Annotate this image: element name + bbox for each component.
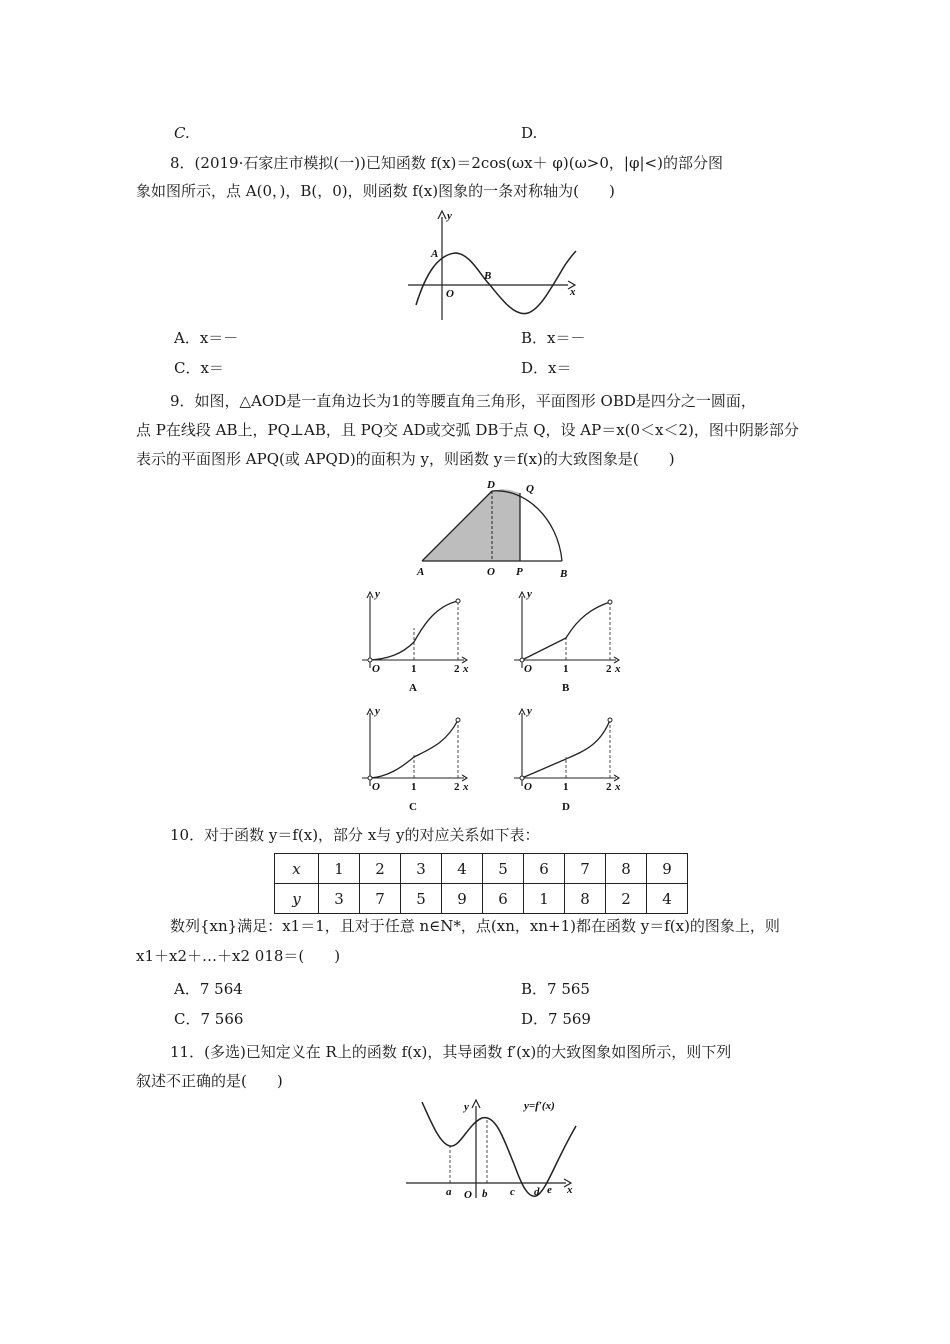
q9-shaded-region (422, 489, 520, 561)
graph-d-tick-2: 2 (606, 781, 612, 793)
graph-c-label-y: y (375, 705, 380, 717)
q8-option-d: D．x＝ (521, 359, 572, 377)
table-cell: 5 (401, 884, 442, 914)
q9-graph-c (358, 703, 478, 813)
q10-option-c: C．7 566 (174, 1010, 244, 1028)
q8-figure (400, 205, 590, 325)
table-cell: 7 (360, 884, 401, 914)
graph-c-tick-1: 1 (411, 781, 417, 793)
table-row-y (275, 884, 688, 914)
graph-b-label-y: y (527, 588, 532, 600)
table-cell: 1 (524, 884, 565, 914)
q7-option-d: D. (521, 124, 538, 142)
q8-stem-line1: 8．(2019·石家庄市模拟(一))已知函数 f(x)＝2cos(ωx＋ φ)(ω>0，|φ|<)的部分图 (170, 154, 723, 172)
graph-d-open-dot-end (608, 718, 612, 722)
table-cell: 9 (442, 884, 483, 914)
q11-derivative-figure (400, 1094, 585, 1206)
table-cell: 4 (647, 884, 688, 914)
graph-d-curve (522, 720, 610, 778)
table-row-x (275, 854, 688, 884)
table-cell: y (275, 884, 319, 914)
graph-a-label-y: y (375, 588, 380, 600)
q11-label-a: a (446, 1186, 452, 1198)
q9-label-q: Q (526, 483, 534, 495)
graph-c-curve (370, 720, 458, 778)
table-cell: 2 (360, 854, 401, 884)
q9-graph-b (510, 588, 630, 693)
graph-c-caption: C (409, 801, 417, 813)
q11-label-e: e (547, 1184, 552, 1196)
q8-option-b: B．x＝－ (521, 329, 586, 347)
q11-stem-line1: 11．(多选)已知定义在 R上的函数 f(x)，其导函数 f′(x)的大致图象如图所示，则下列 (170, 1043, 732, 1061)
q9-label-p: P (516, 566, 523, 578)
table-cell: 2 (606, 884, 647, 914)
table-cell: 3 (401, 854, 442, 884)
q7-option-c: C. (174, 124, 190, 142)
graph-b-caption: B (562, 682, 570, 694)
q11-label-d: d (534, 1186, 540, 1198)
q9-label-d: D (487, 479, 495, 491)
q8-label-o: O (446, 288, 454, 300)
graph-b-open-dot-end (608, 600, 612, 604)
q11-derivative-curve (422, 1102, 576, 1196)
table-cell: 6 (524, 854, 565, 884)
q10-option-b: B．7 565 (521, 980, 590, 998)
graph-c-tick-2: 2 (454, 781, 460, 793)
graph-a-open-dot-start (368, 658, 372, 662)
table-cell: 1 (319, 854, 360, 884)
q8-label-b: B (484, 270, 492, 282)
table-cell: 5 (483, 854, 524, 884)
q8-stem-line2: 象如图所示，点 A(0，)，B(，0)，则函数 f(x)图象的一条对称轴为( ) (136, 182, 615, 200)
q8-option-a: A．x＝－ (174, 329, 239, 347)
graph-d-label-x: x (615, 781, 621, 793)
graph-a-curve (370, 601, 458, 660)
q11-stem-line2: 叙述不正确的是( ) (136, 1072, 283, 1090)
q10-stem-line3: x1＋x2＋…＋x2 018＝( ) (136, 947, 341, 965)
table-cell: 3 (319, 884, 360, 914)
q8-option-c: C．x＝ (174, 359, 224, 377)
table-cell: 9 (647, 854, 688, 884)
q9-label-o: O (487, 566, 495, 578)
q10-stem-line1: 10．对于函数 y＝f(x)，部分 x与 y的对应关系如下表： (170, 826, 540, 844)
q9-stem-line1: 9．如图，△AOD是一直角边长为1的等腰直角三角形，平面图形 OBD是四分之一圆面， (170, 392, 756, 410)
graph-a-label-o: O (372, 663, 380, 675)
q11-label-y: y (464, 1101, 469, 1113)
q11-curve-title: y=f′(x) (524, 1100, 555, 1112)
q10-option-a: A．7 564 (174, 980, 243, 998)
q10-stem-line2: 数列{xn}满足：x1＝1，且对于任意 n∈N*，点(xn，xn+1)都在函数 y＝f(x)的图象上，则 (170, 917, 780, 935)
q9-label-b: B (560, 568, 568, 580)
graph-c-open-dot-start (368, 776, 372, 780)
graph-c-open-dot-end (456, 718, 460, 722)
graph-d-caption: D (562, 801, 570, 813)
table-cell: 7 (565, 854, 606, 884)
q9-label-a: A (417, 566, 425, 578)
q9-stem-line3: 表示的平面图形 APQ(或 APQD)的面积为 y，则函数 y＝f(x)的大致图象是( ) (136, 450, 675, 468)
q9-graph-d (510, 703, 630, 813)
graph-b-label-o: O (524, 663, 532, 675)
q8-label-y: y (447, 210, 452, 222)
graph-b-curve (522, 602, 610, 660)
table-cell: 8 (606, 854, 647, 884)
graph-a-label-x: x (463, 663, 469, 675)
graph-b-label-x: x (615, 663, 621, 675)
graph-b-tick-1: 1 (563, 663, 569, 675)
graph-c-label-x: x (463, 781, 469, 793)
graph-d-tick-1: 1 (563, 781, 569, 793)
q8-label-a: A (431, 248, 439, 260)
graph-a-tick-2: 2 (454, 663, 460, 675)
q10-value-table (274, 853, 688, 914)
graph-d-label-o: O (524, 781, 532, 793)
q11-label-c: c (510, 1186, 515, 1198)
q11-label-x: x (567, 1184, 573, 1196)
graph-d-label-y: y (527, 705, 532, 717)
q9-stem-line2: 点 P在线段 AB上，PQ⊥AB，且 PQ交 AD或交弧 DB于点 Q，设 AP＝x(0＜x＜2)，图中阴影部分 (136, 421, 799, 439)
graph-a-tick-1: 1 (411, 663, 417, 675)
q9-main-figure (410, 478, 580, 583)
table-cell: 8 (565, 884, 606, 914)
table-cell: x (275, 854, 319, 884)
graph-b-open-dot-start (520, 658, 524, 662)
q11-label-b: b (482, 1188, 488, 1200)
graph-c-label-o: O (372, 781, 380, 793)
table-cell: 6 (483, 884, 524, 914)
graph-d-open-dot-start (520, 776, 524, 780)
q8-cosine-curve (416, 251, 576, 314)
graph-a-caption: A (409, 682, 417, 694)
table-cell: 4 (442, 854, 483, 884)
q10-option-d: D．7 569 (521, 1010, 591, 1028)
graph-b-tick-2: 2 (606, 663, 612, 675)
q9-graph-a (358, 588, 478, 693)
q8-label-x: x (570, 286, 576, 298)
q11-label-o: O (464, 1189, 472, 1201)
graph-a-open-dot-end (456, 599, 460, 603)
